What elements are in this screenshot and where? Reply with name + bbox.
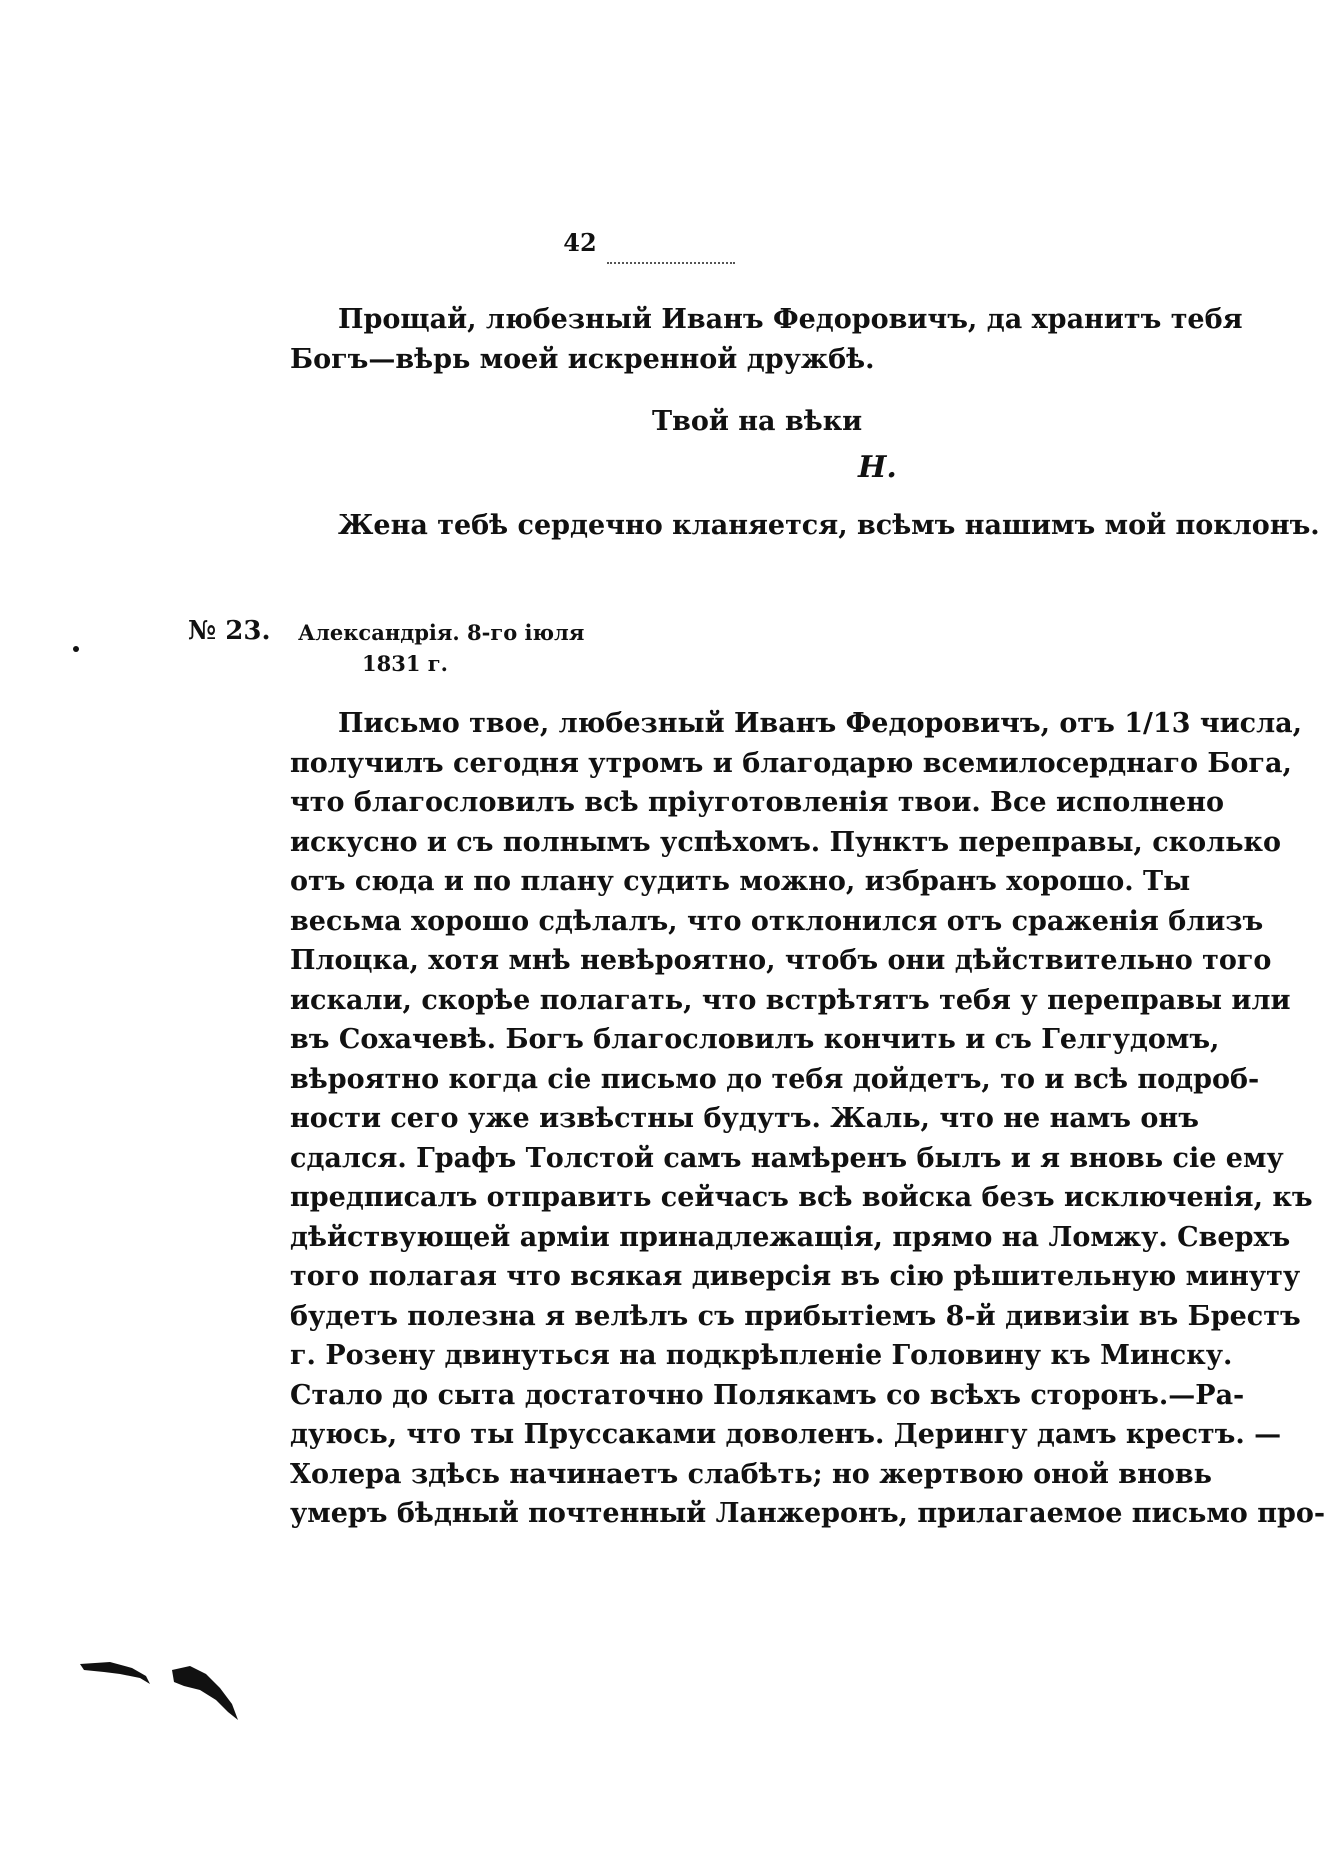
body-line: предписалъ отправить сейчасъ всѣ войска безъ исключенія, къ [290,1182,1313,1213]
body-line: въ Сохачевѣ. Богъ благословилъ кончить и съ Гелгудомъ, [290,1024,1220,1055]
page-number: 42 [563,228,597,257]
postscript: Жена тебѣ сердечно кланяется, всѣмъ нашимъ мой поклонъ. [338,510,1320,541]
body-line: искали, скорѣе полагать, что встрѣтятъ тебя у переправы или [290,985,1291,1016]
body-line: искусно и съ полнымъ успѣхомъ. Пунктъ переправы, сколько [290,827,1282,858]
body-line: дѣйствующей арміи принадлежащія, прямо на Ломжу. Сверхъ [290,1222,1291,1253]
body-line: вѣроятно когда сіе письмо до тебя дойдетъ, то и всѣ подроб- [290,1064,1260,1095]
salutation: Твой на вѣки [652,406,863,437]
letter-place-date: Александрія. 8-го іюля [298,620,585,645]
closing-line-2: Богъ—вѣрь моей искренной дружбѣ. [290,344,875,375]
body-line: Холера здѣсь начинаетъ слабѣть; но жертвою оной вновь [290,1459,1212,1490]
body-line: весьма хорошо сдѣлалъ, что отклонился отъ сраженія близъ [290,906,1264,937]
stray-dot [73,646,79,652]
body-line: сдался. Графъ Толстой самъ намѣренъ былъ и я вновь сіе ему [290,1143,1284,1174]
body-line: г. Розену двинуться на подкрѣпленіе Головину къ Минску. [290,1340,1233,1371]
body-line: умеръ бѣдный почтенный Ланжеронъ, прилагаемое письмо про- [290,1498,1325,1529]
page-number-rule [607,262,735,268]
scan-artifact-right [172,1666,242,1726]
scan-artifact-left [80,1658,160,1688]
body-line: дуюсь, что ты Пруссаками доволенъ. Дерингу дамъ крестъ. — [290,1419,1282,1450]
body-line: отъ сюда и по плану судить можно, избранъ хорошо. Ты [290,866,1191,897]
letter-number: № 23. [188,616,271,646]
body-line: того полагая что всякая диверсія въ сію рѣшительную минуту [290,1261,1301,1292]
body-line: будетъ полезна я велѣлъ съ прибытіемъ 8-й дивизіи въ Брестъ [290,1301,1301,1332]
body-line: Письмо твое, любезный Иванъ Федоровичъ, отъ 1/13 числа, [338,708,1303,739]
closing-line-1: Прощай, любезный Иванъ Федоровичъ, да хранитъ тебя [338,304,1243,335]
body-line: ности сего уже извѣстны будутъ. Жаль, что не намъ онъ [290,1103,1199,1134]
body-line: что благословилъ всѣ пріуготовленія твои. Все исполнено [290,787,1224,818]
body-line: Стало до сыта достаточно Полякамъ со всѣхъ сторонъ.—Ра- [290,1380,1245,1411]
letter-year: 1831 г. [362,651,448,676]
body-line: Плоцка, хотя мнѣ невѣроятно, чтобъ они дѣйствительно того [290,945,1272,976]
signature: Н. [858,450,897,485]
body-line: получилъ сегодня утромъ и благодарю всемилосерднаго Бога, [290,748,1292,779]
